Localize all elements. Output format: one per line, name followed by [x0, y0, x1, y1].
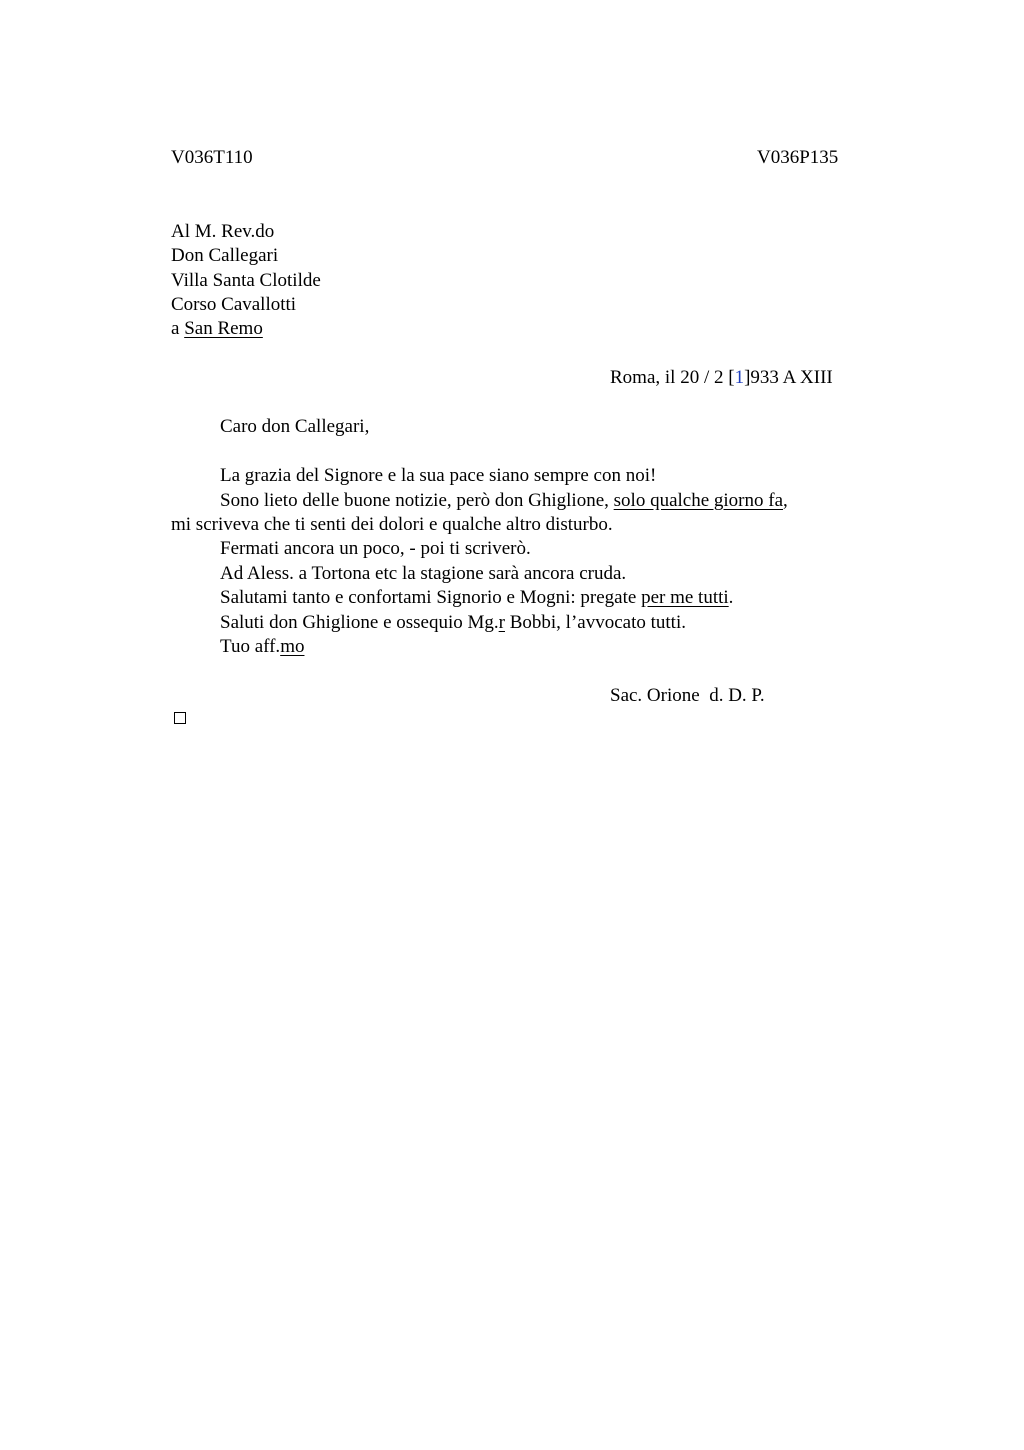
letter-date — [610, 366, 833, 390]
date-text: Roma, il 20 / 2 [ — [610, 367, 735, 388]
document-code-left: V036T110 — [171, 147, 253, 168]
underlined-text: per me tutti — [641, 587, 729, 608]
body-line — [220, 586, 733, 610]
underlined-text: r — [498, 612, 505, 633]
date-bracket-digit: 1 — [734, 367, 745, 388]
body-text: Sono lieto delle buone notizie, però don Ghiglione, — [220, 490, 614, 511]
address-line: Villa Santa Clotilde — [171, 270, 321, 291]
body-text: , — [783, 490, 788, 511]
body-text: Salutami tanto e confortami Signorio e Mogni: pregate — [220, 587, 642, 608]
body-text: . — [728, 587, 734, 608]
body-line: La grazia del Signore e la sua pace siano sempre con noi! — [220, 465, 657, 486]
body-line: Fermati ancora un poco, - poi ti scriverò. — [220, 538, 531, 559]
salutation: Caro don Callegari, — [220, 416, 370, 437]
body-text: Saluti don Ghiglione e ossequio Mg. — [220, 612, 499, 633]
body-line: mi scriveva che ti senti dei dolori e qualche altro disturbo. — [171, 514, 613, 535]
address-line: Al M. Rev.do — [171, 221, 275, 242]
signature: Sac. Orione d. D. P. — [610, 685, 765, 706]
underlined-text: solo qualche giorno fa — [613, 490, 784, 511]
body-text: Bobbi, l’avvocato tutti. — [504, 612, 686, 633]
date-text-end: ]933 A XIII — [744, 367, 833, 388]
address-place: San Remo — [184, 318, 263, 339]
address-line: Don Callegari — [171, 245, 279, 266]
document-code-right: V036P135 — [757, 147, 839, 168]
address-prefix: a — [171, 318, 185, 339]
address-line — [171, 317, 263, 341]
closing-line — [220, 635, 304, 659]
end-marker-square-icon — [174, 712, 186, 724]
body-line: Ad Aless. a Tortona etc la stagione sarà ancora cruda. — [220, 563, 627, 584]
body-text: Tuo aff. — [220, 636, 281, 657]
underlined-text: mo — [280, 636, 305, 657]
body-line — [220, 611, 686, 635]
body-line — [220, 489, 788, 513]
address-line: Corso Cavallotti — [171, 294, 297, 315]
